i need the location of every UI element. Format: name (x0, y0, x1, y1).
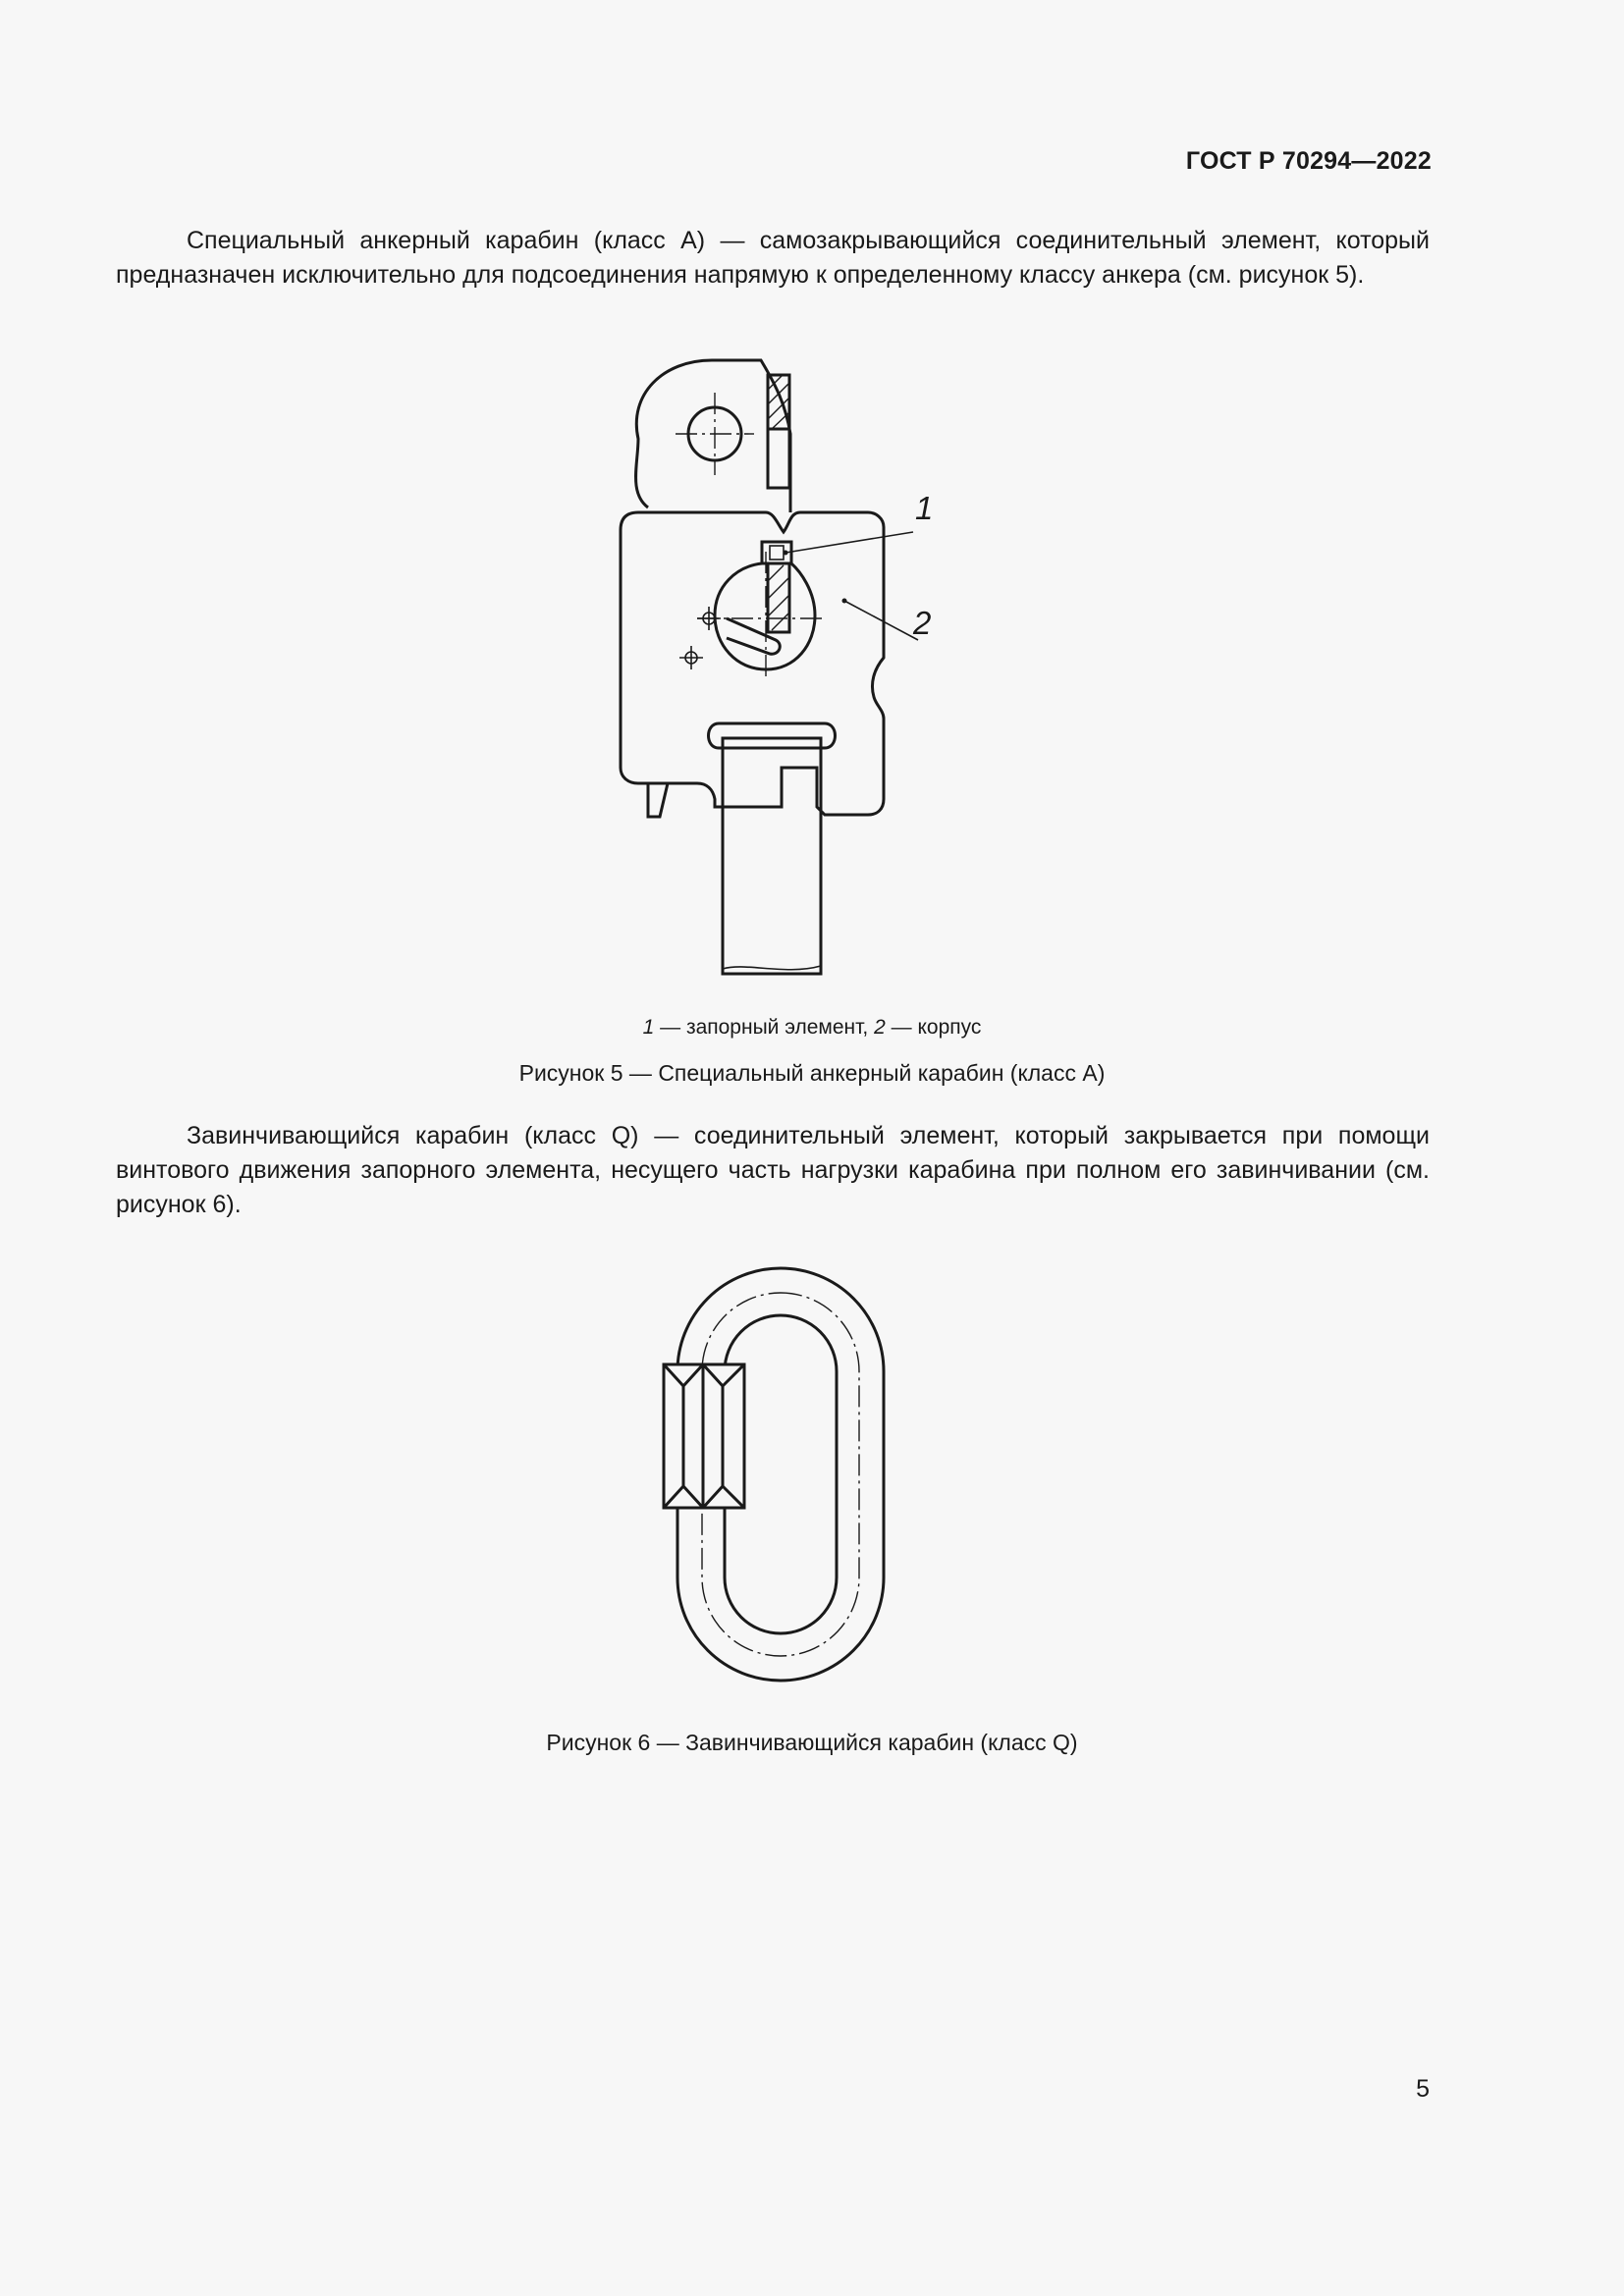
legend-number-2: 2 (874, 1016, 886, 1039)
document-header: ГОСТ Р 70294—2022 (1185, 147, 1432, 175)
screw-sleeve (664, 1364, 744, 1508)
legend-number-1: 1 (642, 1016, 655, 1039)
legend-text-1: — запорный элемент, (654, 1016, 875, 1039)
figure-6-screw-carabiner-drawing (648, 1239, 903, 1690)
figure-5-anchor-carabiner-drawing (589, 346, 1001, 984)
hook-jaw (715, 563, 815, 669)
figure-5-legend (0, 1016, 1624, 1040)
paragraph-anchor-carabiner: Специальный анкерный карабин (класс А) — самозакрывающийся соединительный элемент, который предназначен исключительно для подсоединения напрямую к определенному классу анкера (см. рисунок 5). (116, 227, 1430, 289)
callout-2-label: 2 (913, 605, 932, 641)
callout-2-leader (844, 601, 918, 640)
legend-text-2: — корпус (885, 1016, 982, 1039)
paragraph-screw-carabiner: Завинчивающийся карабин (класс Q) — соединительный элемент, который закрывается при помощи винтового движения запорного элемента, несущего часть нагрузки карабина при полном его завинчивании (см. рисунок 6). (116, 1122, 1430, 1218)
gate-hatching (768, 375, 789, 429)
figure-6-caption: Рисунок 6 — Завинчивающийся карабин (класс Q) (546, 1730, 1078, 1755)
webbing-slot (709, 723, 836, 748)
carabiner-body-outline (621, 512, 884, 815)
callout-1-leader (785, 532, 913, 553)
callout-1-label: 1 (915, 490, 934, 526)
webbing-strap (723, 738, 821, 974)
page-number: 5 (1416, 2075, 1430, 2103)
figure-5-caption: Рисунок 5 — Специальный анкерный карабин (класс А) (518, 1060, 1106, 1086)
